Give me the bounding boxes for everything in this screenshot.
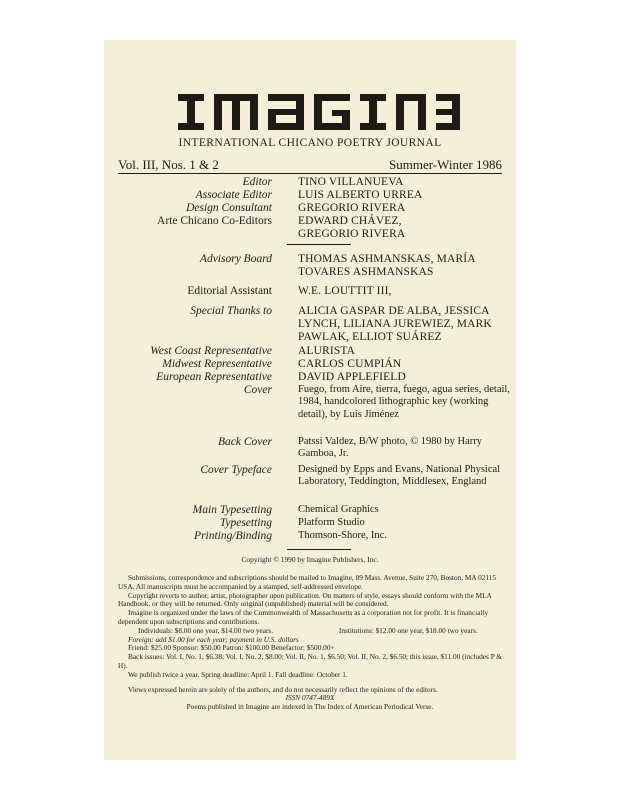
back-issues: Back issues: Vol. I, No. 1, $6.38; Vol. I, No. 2, $8.00; Vol. II, No. 1, $6.50; Vol. II, No. 2, $6.50; this issue, $11.00 (includes P & H). bbox=[118, 652, 502, 670]
masthead-divider bbox=[287, 244, 351, 245]
issue-season: Summer-Winter 1986 bbox=[389, 157, 502, 172]
masthead-value: THOMAS ASHMANSKAS, MARÍA TOVARES ASHMANSKAS bbox=[298, 253, 476, 278]
masthead-value: Fuego, from Aire, tierra, fuego, agua series, detail, 1984, handcolored lithographic key (working detail), by Luis Jiménez bbox=[298, 384, 510, 420]
masthead-value: ALURISTA bbox=[298, 345, 356, 357]
deadlines: We publish twice a year. Spring deadline: April 1. Fall deadline: October 1. bbox=[128, 669, 348, 679]
masthead-label: Back Cover bbox=[218, 436, 272, 448]
organization-notice: Imagine is organized under the laws of the Commonwealth of Massachusetts as a corporation not for profit. It is financially dependent upon subscriptions and contributions. bbox=[118, 608, 489, 626]
masthead-label: Editor bbox=[242, 176, 272, 188]
journal-subtitle: INTERNATIONAL CHICANO POETRY JOURNAL bbox=[178, 137, 442, 149]
masthead-value: TINO VILLANUEVA bbox=[298, 176, 404, 188]
masthead-value: ALICIA GASPAR DE ALBA, JESSICA LYNCH, LILIANA JUREWIEZ, MARK PAWLAK, ELLIOT SUÁREZ bbox=[298, 305, 492, 343]
masthead-label: Advisory Board bbox=[199, 253, 272, 265]
masthead-label: Special Thanks to bbox=[190, 305, 272, 317]
masthead-label: European Representative bbox=[156, 371, 272, 383]
header-rule bbox=[118, 173, 502, 174]
masthead-label: Associate Editor bbox=[195, 189, 272, 201]
masthead-label: West Coast Representative bbox=[150, 345, 272, 357]
views-disclaimer: Views expressed herein are solely of the authors, and do not necessarily reflect the opinions of the editors. bbox=[128, 684, 438, 694]
masthead-value: Thomson-Shore, Inc. bbox=[298, 530, 387, 541]
masthead-value: GREGORIO RIVERA bbox=[298, 202, 406, 214]
masthead-label: Arte Chicano Co-Editors bbox=[157, 215, 272, 227]
imagine-logo bbox=[174, 90, 462, 134]
masthead-value: Platform Studio bbox=[298, 517, 365, 528]
individual-rate: Individuals: $8.00 one year, $14.00 two years. bbox=[138, 625, 274, 635]
masthead-label: Cover bbox=[243, 384, 272, 396]
copyright-notice: Copyright reverts to author, artist, photographer upon publication. On matters of style, essays should conform with the MLA Handbook, or they will be returned. Only original (unpublished) material will be considered. bbox=[118, 590, 492, 609]
masthead-value: Chemical Graphics bbox=[298, 504, 379, 515]
masthead-label: Main Typesetting bbox=[192, 504, 272, 516]
masthead-label: Editorial Assistant bbox=[187, 285, 272, 297]
masthead-label: Design Consultant bbox=[186, 202, 272, 214]
index-notice: Poems published in Imagine are indexed in The Index of American Periodical Verse. bbox=[186, 702, 434, 712]
volume-number: Vol. III, Nos. 1 & 2 bbox=[118, 157, 219, 172]
masthead-label: Printing/Binding bbox=[194, 530, 272, 542]
submissions-notice: Submissions, correspondence and subscriptions should be mailed to Imagine, 89 Mass. Avenue, Suite 270, Boston, MA 02115 USA. All manuscripts must be accompanied by a stamped, self-addressed envelope. bbox=[118, 573, 497, 591]
foreign-rate: Foreign: add $1.00 for each year; payment in U.S. dollars bbox=[128, 634, 299, 644]
journal-page bbox=[104, 40, 516, 760]
masthead-label: Midwest Representative bbox=[162, 358, 272, 370]
institution-rate: Institutions: $12.00 one year, $18.00 two years. bbox=[338, 625, 478, 635]
masthead-value: EDWARD CHÁVEZ, bbox=[298, 215, 402, 227]
masthead-value: W.E. LOUTTIT III, bbox=[298, 285, 392, 297]
masthead-label: Cover Typeface bbox=[200, 464, 272, 476]
copyright-line: Copyright © 1990 by Imagine Publishers, Inc. bbox=[241, 555, 379, 564]
masthead-value: CARLOS CUMPIÁN bbox=[298, 358, 402, 370]
masthead-value: Patssi Valdez, B/W photo, © 1980 by Harry Gamboa, Jr. bbox=[298, 436, 483, 460]
donor-levels: Friend: $25.00 Sponsor: $50.00 Patron: $100.00 Benefactor: $500.00+ bbox=[128, 643, 335, 653]
issn: ISSN 0747-489X bbox=[285, 693, 335, 703]
masthead-value: Designed by Epps and Evans, National Physical Laboratory, Teddington, Middlesex, England bbox=[298, 464, 501, 488]
copyright-divider bbox=[287, 549, 351, 550]
notices-block bbox=[118, 574, 502, 712]
masthead-label: Typesetting bbox=[219, 517, 272, 529]
masthead-value: GREGORIO RIVERA bbox=[298, 228, 406, 240]
masthead-value: DAVID APPLEFIELD bbox=[298, 371, 406, 383]
masthead-value: LUIS ALBERTO URREA bbox=[298, 189, 423, 201]
